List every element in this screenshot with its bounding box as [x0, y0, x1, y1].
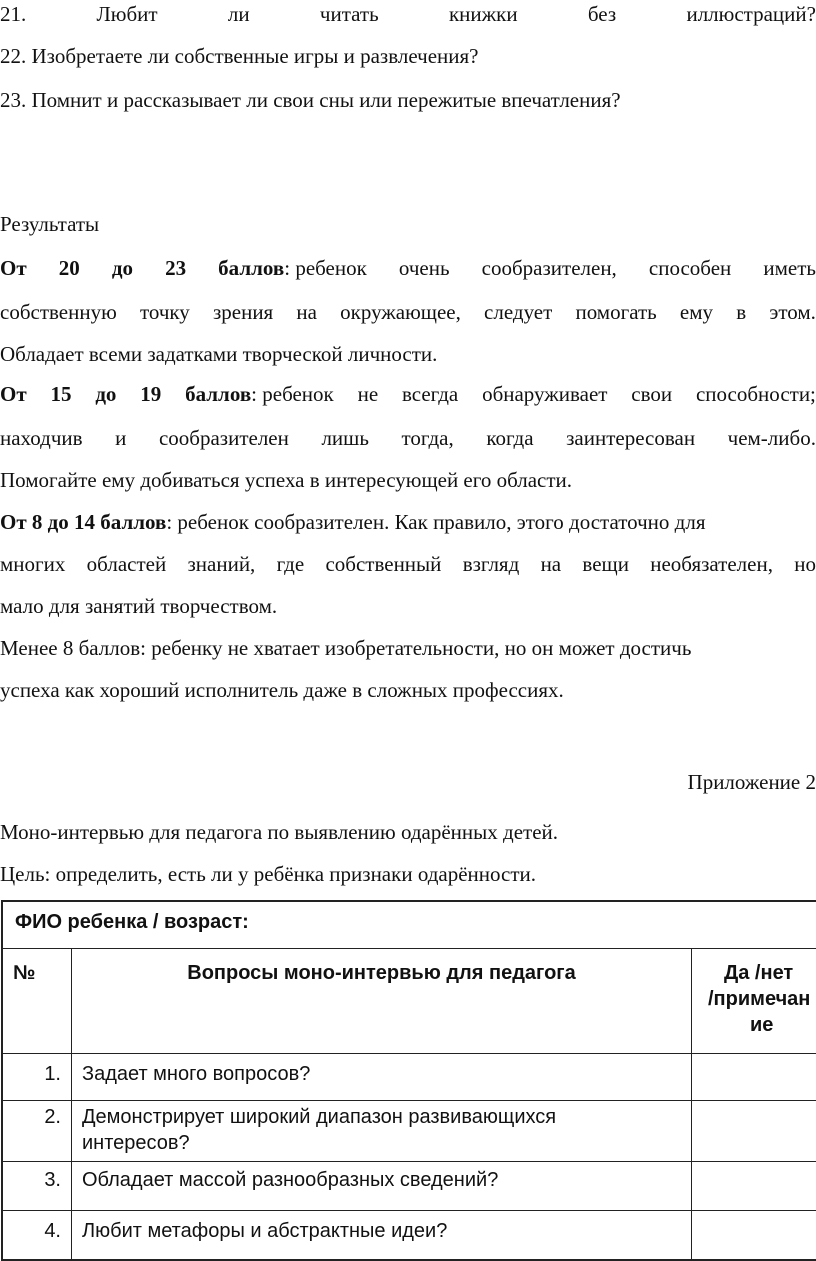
result-3-text: на: [540, 552, 562, 576]
fio-label: ФИО ребенка / возраст:: [15, 911, 249, 933]
table-fio-row: [3, 902, 816, 949]
result-2-line-2: [0, 428, 816, 449]
row-question: интересов?: [82, 1132, 190, 1154]
result-1-text: помогать: [575, 300, 657, 324]
header-answer-line: ие: [750, 1014, 774, 1036]
result-3-line-3: мало для занятий творчеством.: [0, 594, 278, 618]
result-3-text: но: [794, 552, 816, 576]
result-1-range: 20: [58, 256, 80, 280]
result-3-line-2: [0, 554, 816, 575]
result-1-text: этом.: [769, 300, 816, 324]
result-2-range: до: [95, 382, 117, 406]
table-row: [3, 1054, 816, 1101]
appendix-goal: Цель: определить, есть ли у ребёнка признаки одарённости.: [0, 862, 537, 886]
result-2-text: способности;: [695, 382, 816, 406]
result-3-line-1: [0, 512, 705, 533]
question-23: 23. Помнит и рассказывает ли свои сны или пережитые впечатления?: [0, 88, 621, 112]
answer-cell[interactable]: [692, 1162, 816, 1210]
result-1-text: точку: [139, 300, 190, 324]
result-2-text: заинтересован: [566, 426, 696, 450]
header-answer-cell: [692, 949, 816, 1053]
result-2-text: тогда,: [401, 426, 454, 450]
result-1-line-3: Обладает всеми задатками творческой личности.: [0, 342, 438, 366]
result-2-text: и: [115, 426, 127, 450]
q21-word: читать: [319, 2, 379, 26]
header-questions: Вопросы моно-интервью для педагога: [187, 962, 576, 984]
result-3-text: взгляд: [462, 552, 520, 576]
answer-cell[interactable]: [692, 1101, 816, 1161]
q21-word: ли: [227, 2, 250, 26]
result-3-text: собственный: [325, 552, 442, 576]
result-1-range: баллов: [218, 256, 285, 280]
q21-word: книжки: [448, 2, 518, 26]
appendix-label: Приложение 2: [687, 770, 816, 794]
result-2-range: 19: [140, 382, 162, 406]
table-row: [3, 1101, 816, 1162]
result-2-line-3: Помогайте ему добиваться успеха в интересующей его области.: [0, 468, 573, 492]
result-2-text: лишь: [321, 426, 369, 450]
result-2-text: обнаруживает: [482, 382, 608, 406]
row-num: 4.: [44, 1220, 61, 1242]
row-num: 3.: [44, 1169, 61, 1191]
row-question: Обладает массой разнообразных сведений?: [82, 1169, 499, 1191]
result-2-text: не: [357, 382, 379, 406]
result-2-range: 15: [50, 382, 72, 406]
result-1-line-2: [0, 302, 816, 323]
row-num: 2.: [44, 1106, 61, 1128]
result-3-text: : ребенок сообразителен. Как правило, этого достаточно для: [166, 510, 706, 534]
question-22: 22. Изобретаете ли собственные игры и развлечения?: [0, 44, 479, 68]
result-1-text: очень: [398, 256, 450, 280]
result-1-text: способен: [648, 256, 732, 280]
result-2-text: всегда: [401, 382, 459, 406]
result-2-range: От: [0, 382, 27, 406]
result-2-line-1: [0, 384, 816, 405]
result-3-text: знаний,: [187, 552, 256, 576]
result-2-text: : ребенок: [251, 382, 334, 406]
table-row: [3, 1162, 816, 1211]
result-3-text: многих: [0, 552, 66, 576]
result-1-text: зрения: [212, 300, 274, 324]
result-1-text: собственную: [0, 300, 117, 324]
result-2-range: баллов: [185, 382, 252, 406]
header-num: №: [13, 962, 36, 984]
result-1-text: : ребенок: [284, 256, 367, 280]
result-3-text: вещи: [582, 552, 629, 576]
result-2-text: находчив: [0, 426, 83, 450]
row-question: Демонстрирует широкий диапазон развивающихся: [82, 1106, 557, 1128]
row-num: 1.: [44, 1063, 61, 1085]
q21-word: иллюстраций?: [686, 2, 816, 26]
result-1-text: сообразителен,: [481, 256, 617, 280]
header-answer-line: Да /нет: [724, 962, 794, 984]
result-1-text: ему: [679, 300, 714, 324]
row-question: Задает много вопросов?: [82, 1063, 311, 1085]
q21-word: 21.: [0, 2, 27, 26]
result-2-text: сообразителен: [158, 426, 289, 450]
result-1-text: следует: [484, 300, 553, 324]
table-header-row: [3, 949, 816, 1054]
result-4-line-1: Менее 8 баллов: ребенку не хватает изобретательности, но он может достичь: [0, 636, 692, 660]
q21-word: без: [587, 2, 617, 26]
appendix-title: Моно-интервью для педагога по выявлению одарённых детей.: [0, 820, 558, 844]
q21-word: Любит: [96, 2, 158, 26]
result-1-text: на: [296, 300, 317, 324]
result-3-range: От 8 до 14 баллов: [0, 510, 167, 534]
result-2-text: свои: [631, 382, 673, 406]
header-questions-cell: [72, 949, 692, 1053]
result-1-text: иметь: [763, 256, 816, 280]
result-1-text: в: [736, 300, 747, 324]
result-1-line-1: [0, 258, 816, 279]
result-3-text: областей: [86, 552, 167, 576]
answer-cell[interactable]: [692, 1054, 816, 1100]
results-heading: Результаты: [0, 212, 100, 236]
result-3-text: где: [276, 552, 305, 576]
interview-table: [1, 900, 816, 1261]
header-num-cell: [3, 949, 72, 1053]
result-2-text: чем-либо.: [727, 426, 816, 450]
result-3-text: необязателен,: [650, 552, 773, 576]
result-4-line-2: успеха как хороший исполнитель даже в сложных профессиях.: [0, 678, 564, 702]
header-answer-line: /примечан: [708, 988, 811, 1010]
result-2-text: когда: [486, 426, 534, 450]
result-1-range: 23: [165, 256, 187, 280]
result-1-range: От: [0, 256, 27, 280]
question-21: [0, 4, 816, 25]
result-1-text: окружающее,: [340, 300, 461, 324]
result-1-range: до: [111, 256, 133, 280]
row-question: Любит метафоры и абстрактные идеи?: [82, 1220, 448, 1242]
